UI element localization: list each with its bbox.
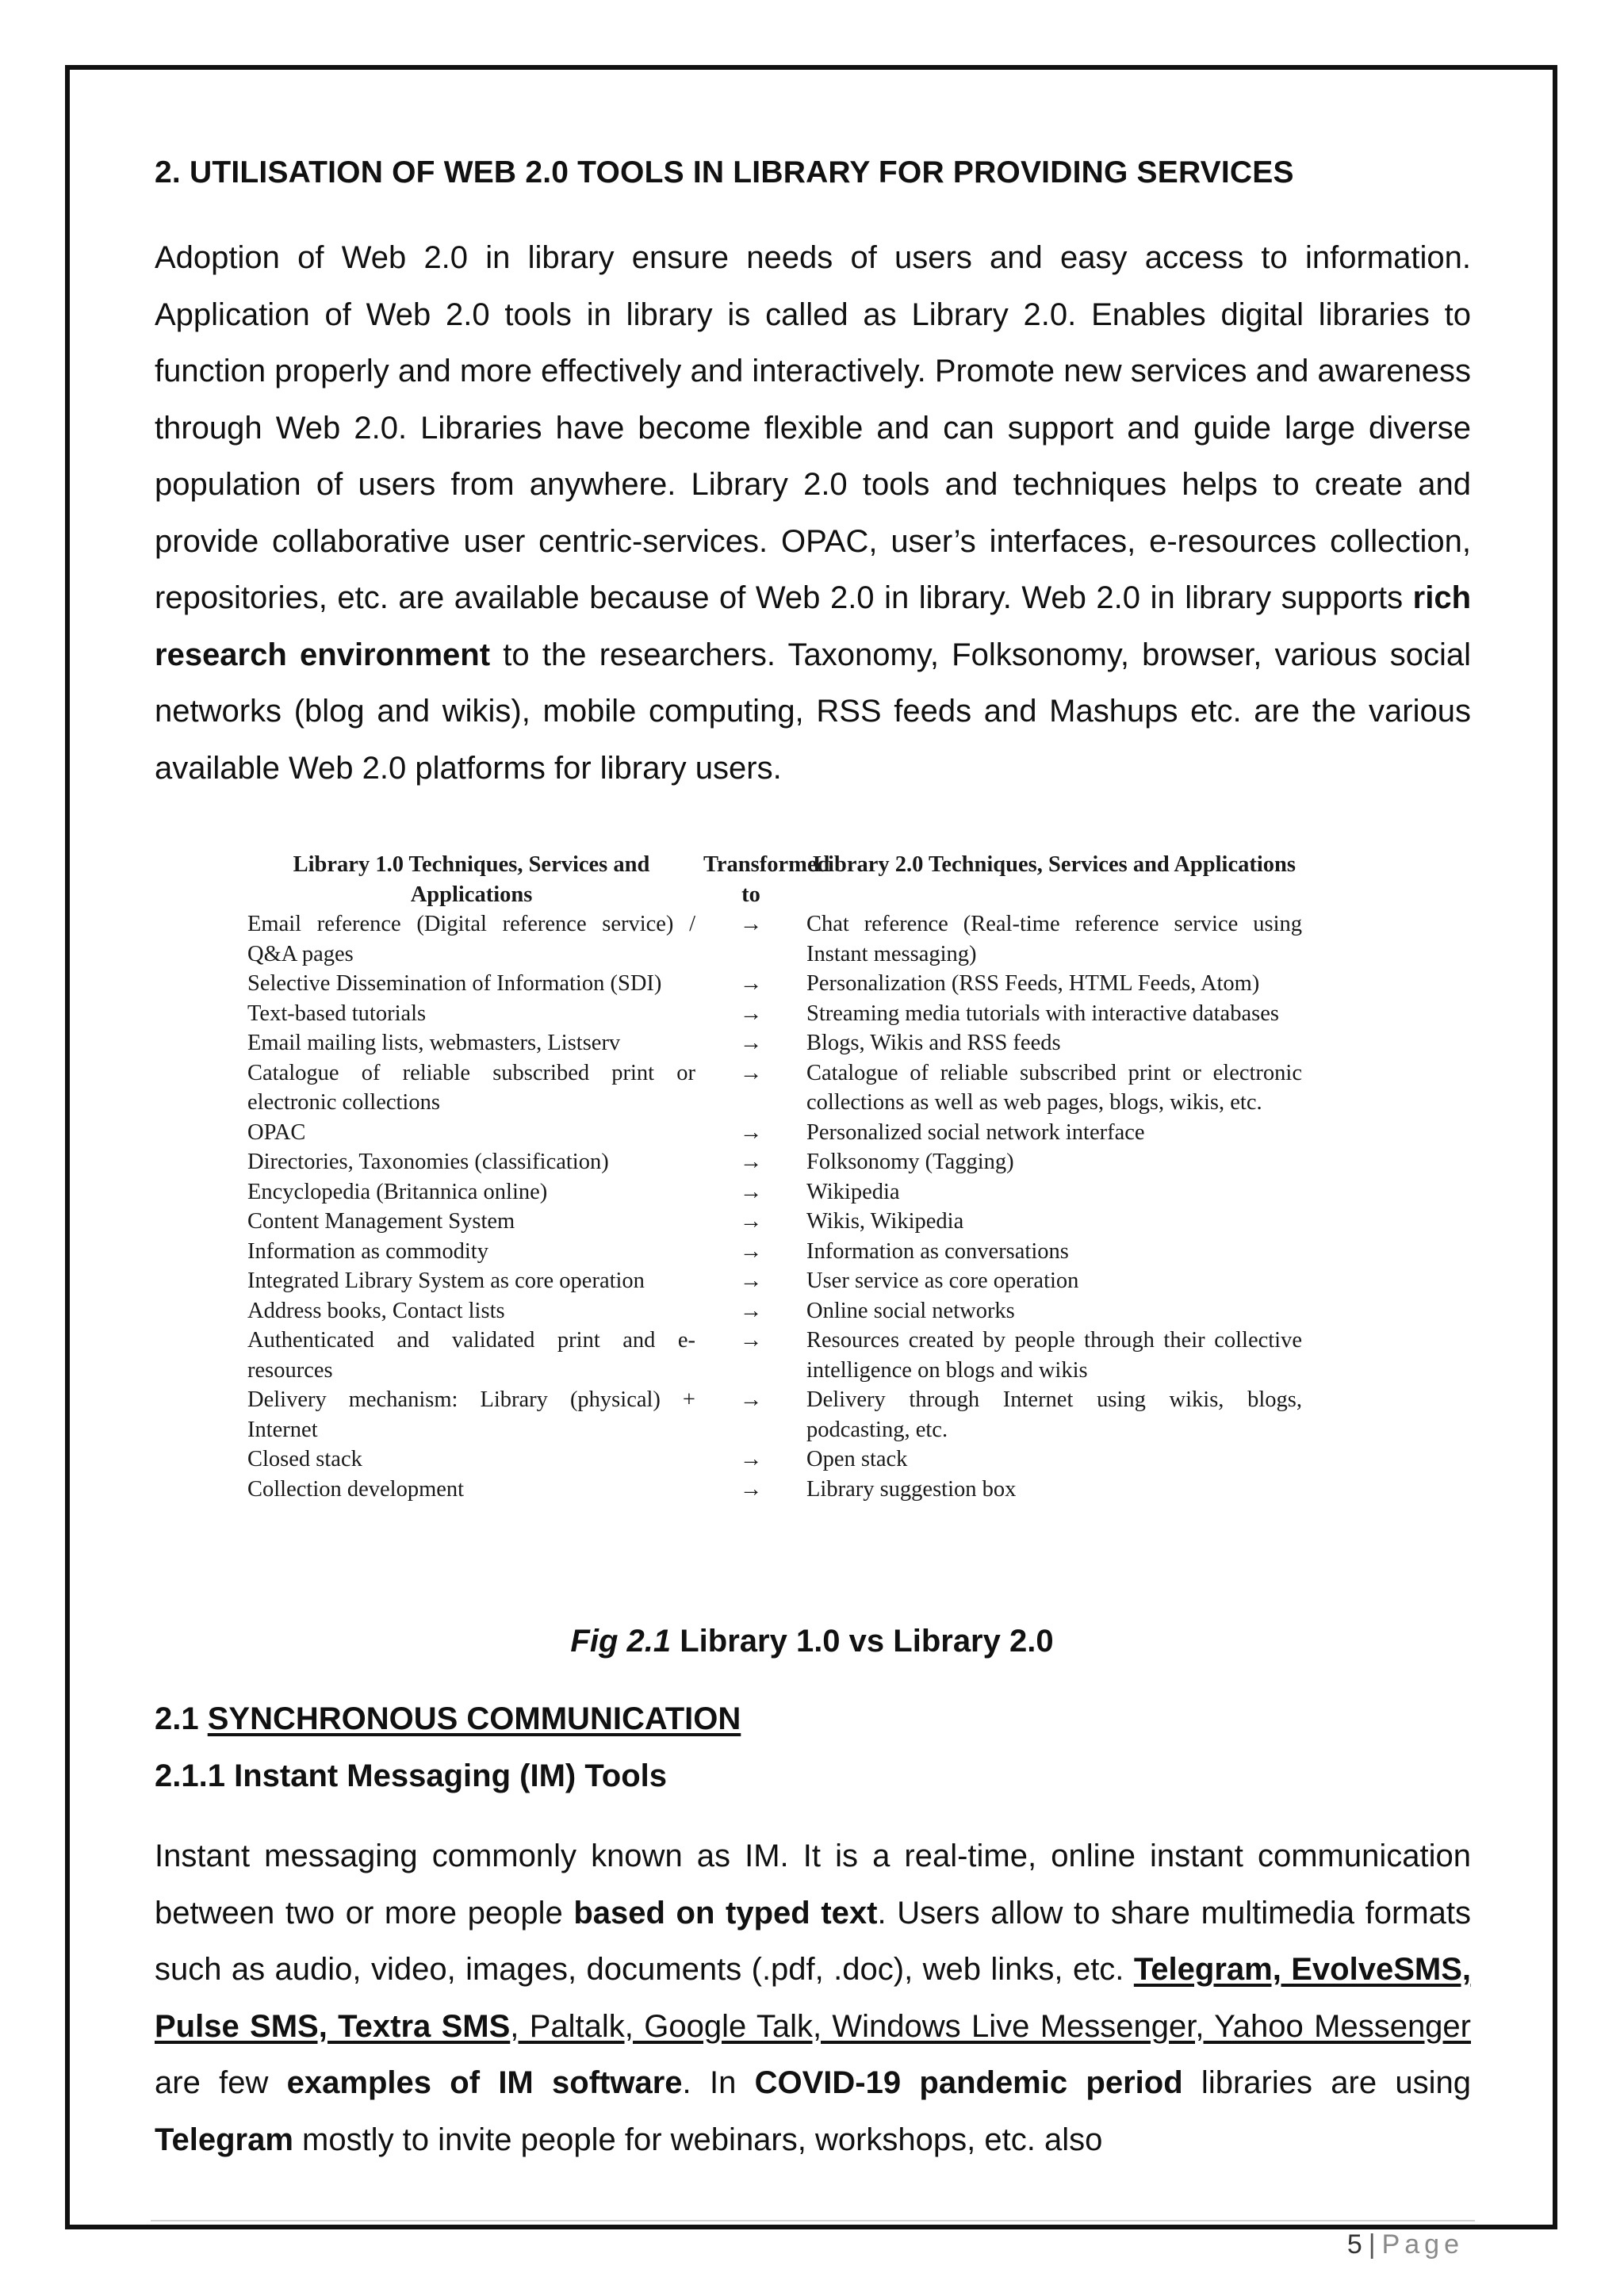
im-bold-2: examples of IM software: [286, 2065, 683, 2100]
header-transformed: Transformed to: [703, 852, 830, 907]
library-1-item: Email mailing lists, webmasters, Listserv: [247, 1031, 621, 1055]
figure-row: [247, 1326, 1381, 1385]
library-2-item: Personalized social network interface: [806, 1119, 1145, 1145]
im-bold-1: based on typed text: [573, 1895, 878, 1931]
footer-divider: [151, 2220, 1475, 2221]
library-2-item: Online social networks: [806, 1298, 1015, 1323]
figure-row: [247, 1118, 1381, 1148]
library-2-item: Folksonomy (Tagging): [806, 1150, 1014, 1174]
intro-text-1: Adoption of Web 2.0 in library ensure needs of users and easy access to information. Application of Web 2.0 tools in library is called as Library 2.0. Enables digital libraries to function properly and more effectively and interactively. Promote new services and awareness through Web 2.0. Libraries have become flexible and can support and guide large diverse population of users from anywhere. Library 2.0 tools and techniques helps to create and provide collaborative user centric-services. OPAC, user’s interfaces, e-resources collection, repositories, etc. are available because of Web 2.0 in library. Web 2.0 in library supports: [155, 240, 1471, 615]
header-library-2: Library 2.0 Techniques, Services and Applications: [813, 852, 1296, 877]
figure-header-row: [247, 850, 1381, 909]
library-2-item: Personalization (RSS Feeds, HTML Feeds, Atom): [806, 971, 1260, 996]
arrow-icon: →: [739, 912, 763, 936]
subsection-heading: [155, 1701, 741, 1737]
library-1-item: Catalogue of reliable subscribed print or electronic collections: [247, 1060, 695, 1115]
figure-row: [247, 969, 1381, 999]
library-1-item: Collection development: [247, 1476, 465, 1502]
library-1-item: Information as commodity: [247, 1238, 488, 1264]
im-text-6: mostly to invite people for webinars, workshops, etc. also: [293, 2122, 1103, 2157]
im-text-3: are few: [155, 2065, 287, 2100]
intro-bold-phrase: rich research environment: [155, 580, 1471, 672]
library-1-item: Directories, Taxonomies (classification): [247, 1150, 609, 1174]
subsection-title: SYNCHRONOUS COMMUNICATION: [207, 1701, 741, 1736]
library-1-item: Delivery mechanism: Library (physical) + Internet: [247, 1387, 695, 1442]
library-1-item: Text-based tutorials: [247, 1001, 427, 1026]
figure-row: [247, 1266, 1381, 1296]
library-1-item: Content Management System: [247, 1209, 515, 1234]
library-2-item: Delivery through Internet using wikis, blogs, podcasting, etc.: [806, 1387, 1302, 1442]
arrow-icon: →: [739, 1031, 763, 1055]
figure-row: [247, 1177, 1381, 1207]
figure-row: [247, 1147, 1381, 1177]
footer-separator: |: [1368, 2229, 1376, 2260]
figure-rows: [247, 909, 1381, 1504]
library-2-item: Streaming media tutorials with interactive databases: [806, 1001, 1279, 1026]
figure-row: [247, 1445, 1381, 1475]
page-footer: [1347, 2229, 1464, 2260]
library-1-item: Encyclopedia (Britannica online): [247, 1179, 548, 1204]
im-bold-3: COVID-19 pandemic period: [754, 2065, 1183, 2100]
figure-row: [247, 1058, 1381, 1118]
arrow-icon: →: [739, 1298, 763, 1323]
arrow-icon: →: [739, 1238, 763, 1264]
im-text-4: . In: [682, 2065, 755, 2100]
library-1-item: Address books, Contact lists: [247, 1298, 505, 1323]
subsubsection-heading: 2.1.1 Instant Messaging (IM) Tools: [155, 1758, 668, 1793]
library-1-item: Email reference (Digital reference service) / Q&A pages: [247, 912, 695, 966]
figure-row: [247, 999, 1381, 1029]
figure-label: Fig 2.1: [570, 1624, 672, 1659]
page-label: Page: [1381, 2229, 1464, 2260]
header-library-1: Library 1.0 Techniques, Services and Applications: [293, 852, 650, 907]
figure-row: [247, 1237, 1381, 1267]
figure-row: [247, 1475, 1381, 1505]
library-1-item: Integrated Library System as core operation: [247, 1269, 645, 1293]
library-1-item: Authenticated and validated print and e-resources: [247, 1328, 695, 1383]
arrow-icon: →: [739, 1328, 763, 1353]
figure-row: [247, 1028, 1381, 1058]
library-2-item: Library suggestion box: [806, 1476, 1017, 1502]
library-1-item: Selective Dissemination of Information (SDI): [247, 971, 662, 996]
library-1-item: OPAC: [247, 1119, 306, 1145]
library-2-item: Catalogue of reliable subscribed print or electronic collections as well as web pages, blogs, wikis, etc.: [806, 1060, 1302, 1115]
arrow-icon: →: [739, 1060, 763, 1085]
page-number: 5: [1346, 2229, 1362, 2260]
comparison-figure: [247, 850, 1381, 1504]
section-heading: 2. UTILISATION OF WEB 2.0 TOOLS IN LIBRARY FOR PROVIDING SERVICES: [155, 155, 1294, 189]
im-paragraph: [155, 1828, 1471, 2168]
im-text-2: . Users allow to share multimedia formats such as audio, video, images, documents (.pdf, .doc), web links, etc.: [155, 1895, 1472, 1987]
library-2-item: Chat reference (Real-time reference service using Instant messaging): [806, 912, 1302, 966]
arrow-icon: →: [739, 1387, 763, 1412]
arrow-icon: →: [739, 1179, 763, 1204]
figure-row: [247, 909, 1381, 969]
library-2-item: Information as conversations: [806, 1238, 1069, 1264]
arrow-icon: →: [739, 1269, 763, 1293]
arrow-icon: →: [739, 1447, 763, 1471]
library-2-item: Open stack: [806, 1447, 908, 1471]
arrow-icon: →: [739, 1119, 763, 1145]
library-1-item: Closed stack: [247, 1447, 362, 1471]
subsection-number: 2.1: [155, 1701, 208, 1736]
figure-caption: [0, 1624, 1624, 1659]
im-text-5: libraries are using: [1182, 2065, 1471, 2100]
library-2-item: Resources created by people through their collective intelligence on blogs and wikis: [806, 1328, 1302, 1383]
im-bold-underlined-apps: Telegram, EvolveSMS, Pulse SMS, Textra SMS: [155, 1952, 1471, 2044]
intro-paragraph: [155, 230, 1471, 797]
arrow-icon: →: [739, 971, 763, 996]
library-2-item: Wikipedia: [806, 1179, 900, 1204]
figure-row: [247, 1385, 1381, 1445]
library-2-item: Wikis, Wikipedia: [806, 1209, 964, 1234]
figure-row: [247, 1296, 1381, 1326]
arrow-icon: →: [739, 1476, 763, 1502]
im-text-1: Instant messaging commonly known as IM. It is a real-time, online instant communication between two or more people: [155, 1839, 1471, 1931]
im-underlined-apps: , Paltalk, Google Talk, Windows Live Messenger, Yahoo Messenger: [510, 2008, 1471, 2044]
arrow-icon: →: [739, 1001, 763, 1026]
arrow-icon: →: [739, 1209, 763, 1234]
library-2-item: Blogs, Wikis and RSS feeds: [806, 1031, 1061, 1055]
arrow-icon: →: [739, 1150, 763, 1174]
figure-row: [247, 1207, 1381, 1237]
library-2-item: User service as core operation: [806, 1269, 1079, 1293]
intro-text-2: to the researchers. Taxonomy, Folksonomy, browser, various social networks (blog and wikis), mobile computing, RSS feeds and Mashups etc. are the various available Web 2.0 platforms for library users.: [155, 637, 1471, 786]
figure-title: Library 1.0 vs Library 2.0: [671, 1624, 1054, 1659]
im-bold-4: Telegram: [155, 2122, 293, 2157]
